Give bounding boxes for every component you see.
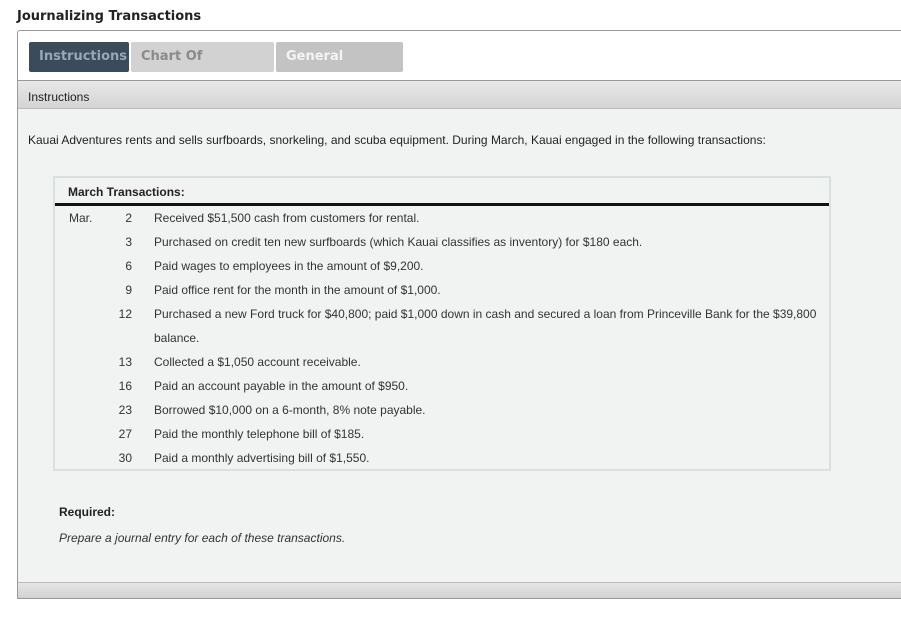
day-cell: 2 (125, 211, 132, 225)
table-row (55, 395, 829, 419)
table-row (55, 299, 829, 323)
day-cell: 30 (118, 451, 132, 465)
description-cell: Received $51,500 cash from customers for rental. (154, 211, 420, 225)
transactions-title: March Transactions: (68, 185, 185, 199)
description-cell: Paid office rent for the month in the amount of $1,000. (154, 283, 441, 297)
description-cell: Purchased a new Ford truck for $40,800; paid $1,000 down in cash and secured a loan from Princeville Bank for the $39,800 (154, 307, 817, 321)
day-cell: 23 (118, 403, 132, 417)
tab-general-journal[interactable]: General (276, 42, 403, 72)
required-text: Prepare a journal entry for each of these transactions. (59, 531, 346, 545)
description-cell: Paid the monthly telephone bill of $185. (154, 427, 365, 441)
month-label: Mar. (69, 211, 93, 225)
description-cell: Collected a $1,050 account receivable. (154, 355, 361, 369)
description-cell: Purchased on credit ten new surfboards (which Kauai classifies as inventory) for $180 each. (154, 235, 643, 249)
table-row (55, 275, 829, 299)
day-cell: 12 (118, 307, 132, 321)
description-cell: Paid a monthly advertising bill of $1,550. (154, 451, 370, 465)
description-cell: Borrowed $10,000 on a 6-month, 8% note payable. (154, 403, 426, 417)
day-cell: 16 (118, 379, 132, 393)
instructions-panel (17, 80, 901, 599)
day-cell: 13 (118, 355, 132, 369)
table-row (55, 227, 829, 251)
table-row (55, 443, 829, 467)
table-row (55, 251, 829, 275)
table-row-continuation (55, 323, 829, 347)
tab-bar (17, 30, 901, 80)
day-cell: 6 (125, 259, 132, 273)
intro-text: Kauai Adventures rents and sells surfboards, snorkeling, and scuba equipment. During March, Kauai engaged in the following transactions: (28, 133, 766, 147)
description-cell: Paid wages to employees in the amount of $9,200. (154, 259, 424, 273)
table-row (55, 347, 829, 371)
description-cell-continuation: balance. (154, 331, 200, 345)
table-row (55, 203, 829, 227)
day-cell: 3 (125, 235, 132, 249)
panel-header-label: Instructions (28, 90, 90, 104)
table-row (55, 419, 829, 443)
table-row (55, 371, 829, 395)
page-title: Journalizing Transactions (17, 9, 202, 24)
required-label: Required: (59, 505, 116, 519)
transactions-table (53, 176, 831, 471)
tab-instructions[interactable]: Instructions (29, 42, 129, 72)
panel-footer (18, 582, 901, 598)
panel-header (18, 81, 901, 109)
day-cell: 9 (125, 283, 132, 297)
tab-chart-of-accounts[interactable]: Chart Of (131, 42, 274, 72)
description-cell: Paid an account payable in the amount of $950. (154, 379, 409, 393)
day-cell: 27 (118, 427, 132, 441)
